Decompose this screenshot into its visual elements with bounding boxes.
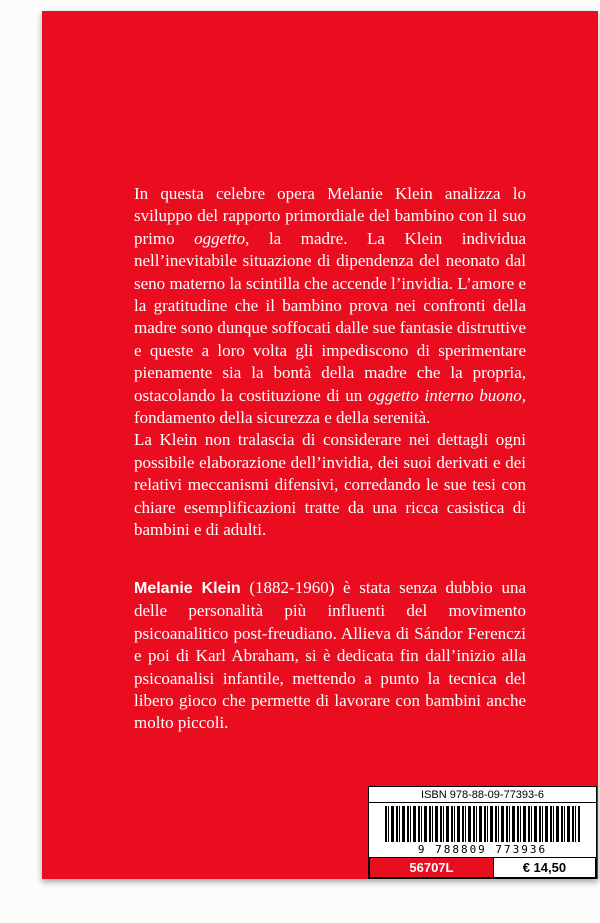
- synopsis-text-segment: In questa celebre opera Melanie Klein analizza lo sviluppo del rapporto primordiale del bambino con il suo primo: [134, 184, 526, 248]
- italic-term-oggetto-interno-buono: oggetto interno buono: [367, 385, 522, 405]
- italic-term-oggetto: oggetto: [194, 228, 246, 248]
- synopsis: [134, 183, 526, 542]
- barcode-panel: [368, 786, 597, 879]
- price-row: [369, 857, 596, 878]
- cover-red-area: [42, 11, 598, 879]
- synopsis-paragraph-1: [134, 183, 526, 429]
- edition-code-badge: 56707L: [369, 857, 494, 878]
- synopsis-text-segment: , fondamento della sicurezza e della serenità.: [134, 385, 526, 428]
- barcode-number: 9 788809 773936: [417, 843, 548, 856]
- synopsis-paragraph-2: La Klein non tralascia di considerare nei dettagli ogni possibile elaborazione dell’invidia, dei suoi derivati e dei relativi meccanismi difensivi, corredando le sue tesi con chiare esemplificazioni tratte da una ricca casistica di bambini e di adulti.: [134, 430, 526, 540]
- author-bio-text: (1882-1960) è stata senza dubbio una delle personalità più influenti del movimento psicoanalitico post-freudiano. Allieva di Sándor Ferenczi e poi di Karl Abraham, si è dedicata fin dall’inizio alla psicoanalisi infantile, mettendo a punto la tecnica del libero gioco che permette di lavorare con bambini anche molto piccoli.: [134, 578, 527, 733]
- author-name: Melanie Klein: [134, 580, 241, 597]
- author-bio: [134, 577, 526, 735]
- synopsis-text-segment: , la madre. La Klein individua nell’inevitabile situazione di dipendenza del neonato dal seno materno la scintilla che accende l’invidia. L’amore e la gratitudine che il bambino prova nei confronti della madre sono dunque soffocati dalle sue fantasie distruttive e queste a loro volta gli impediscono di sperimentare pienamente sia la bontà della madre che la propria, ostacolando la costituzione di un: [134, 228, 526, 405]
- author-bio-paragraph: [134, 577, 526, 735]
- barcode-icon: [385, 806, 580, 842]
- price-label: € 14,50: [494, 857, 596, 878]
- isbn-label: ISBN 978-88-09-77393-6: [369, 787, 596, 803]
